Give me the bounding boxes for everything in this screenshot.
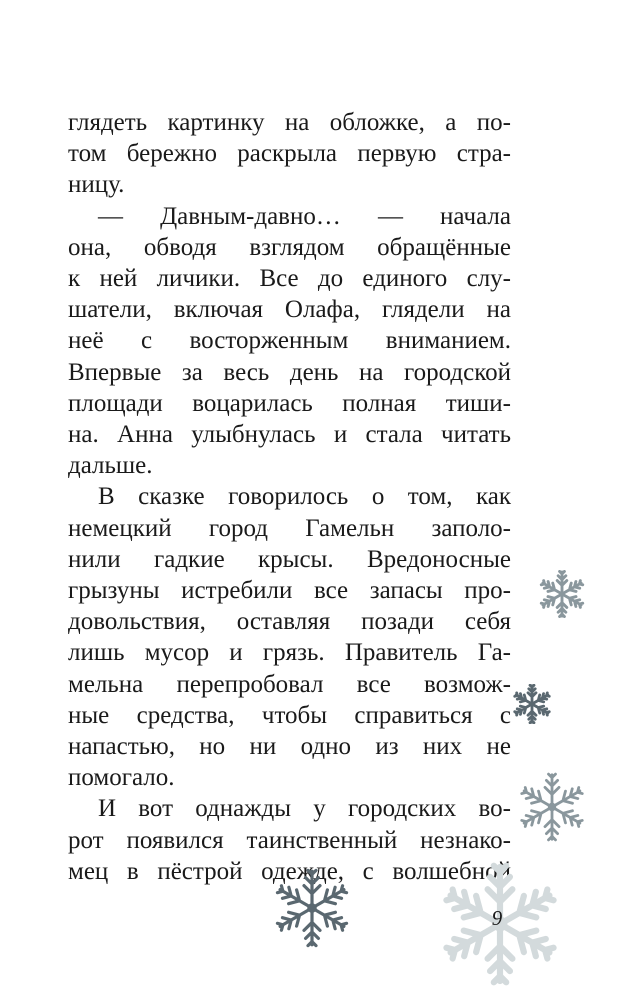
text-line: том бережно раскрыла первую стра- [68,140,511,168]
snowflake-icon [517,772,587,842]
text-line: немецкий город Гамельн заполо- [68,514,511,542]
snowflake-icon [538,570,586,618]
text-line: В сказке говорилось о том, как [98,483,511,511]
text-line: рот появился таинственный незнако- [68,826,511,854]
text-line: — Давным-давно… — начала [98,202,511,230]
page-text [68,107,511,887]
text-line: ные средства, чтобы справиться с [68,701,511,729]
text-line: шатели, включая Олафа, глядели на [68,296,511,324]
text-line: неё с восторженным вниманием. [68,327,511,355]
text-line: И вот однажды у городских во- [98,795,511,823]
text-line: Впервые за весь день на городской [68,358,511,386]
snowflake-icon [512,684,552,724]
text-line: мец в пёстрой одежде, с волшебной [68,857,511,885]
text-line: глядеть картинку на обложке, а по- [68,109,511,136]
page-number: 9 [491,906,503,930]
text-line: к ней личики. Все до единого слу- [68,265,511,293]
text-line: площади воцарилась полная тиши- [68,389,511,417]
text-line: грызуны истребили все запасы про- [68,577,511,605]
text-line: лишь мусор и грязь. Правитель Га- [68,639,511,667]
text-line: она, обводя взглядом обращённые [68,233,511,261]
text-line: помогало. [68,764,175,792]
text-line: довольствия, оставляя позади себя [68,608,511,636]
text-line: нили гадкие крысы. Вредоносные [68,545,511,573]
text-line: мельна перепробовал все возмож- [68,670,511,698]
text-line: на. Анна улыбнулась и стала читать [68,421,511,449]
text-line: дальше. [68,452,153,480]
snowflake-icon [272,868,352,948]
text-line: ницу. [68,171,125,199]
text-line: напастью, но ни одно из них не [68,733,511,761]
